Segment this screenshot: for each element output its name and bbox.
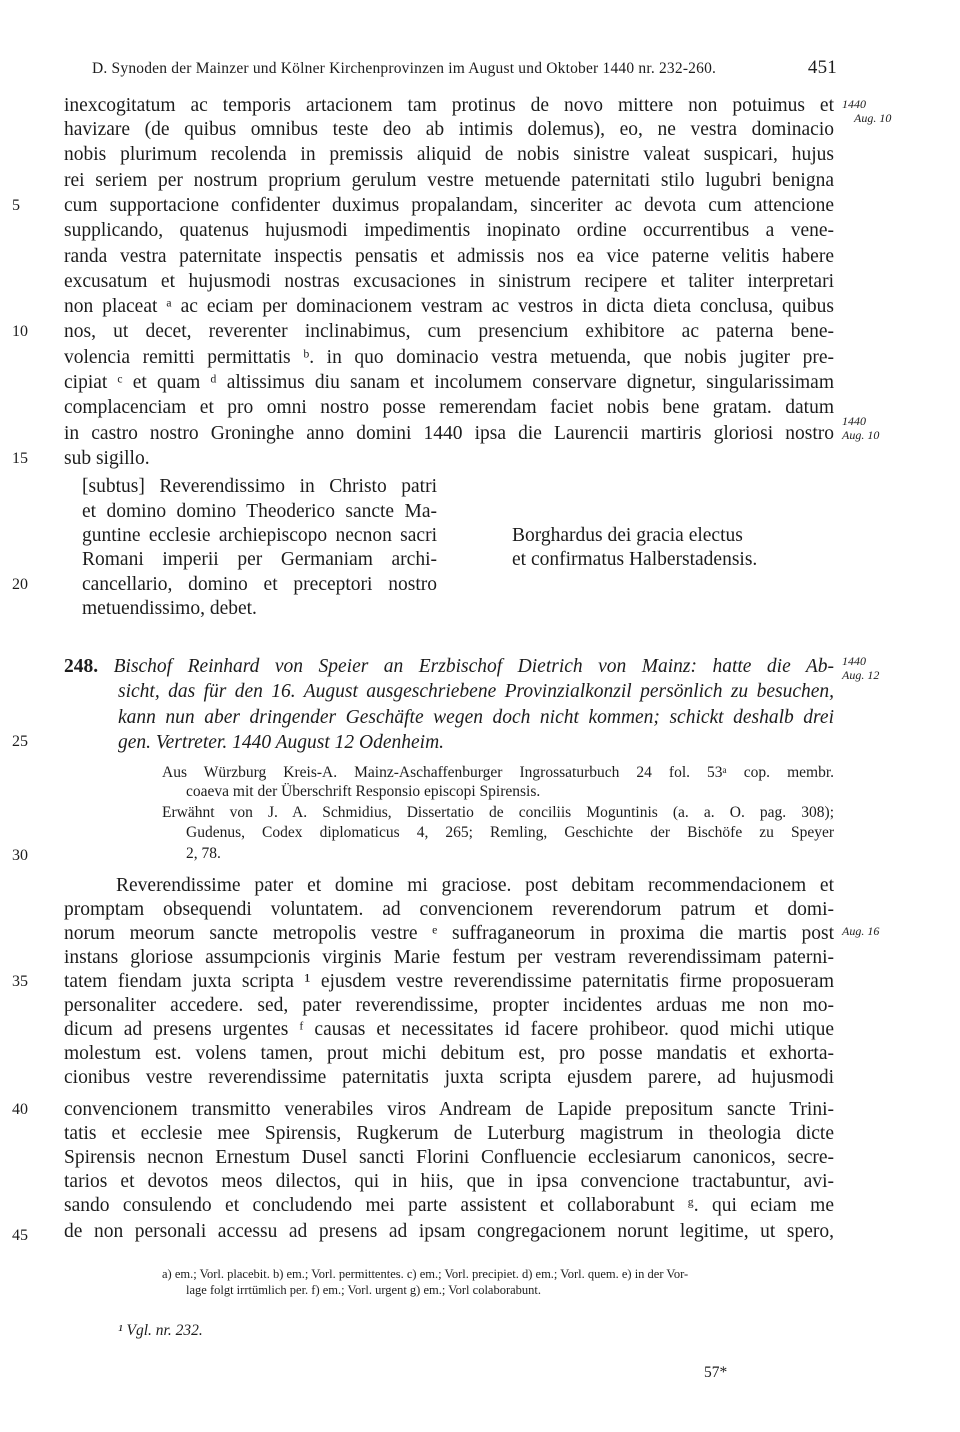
signature-line: Borghardus dei gracia electus	[512, 525, 743, 546]
text-line: cionibus vestre reverendissime paternitatis juxta scripta ejusdem parere, ad hujusmodi	[64, 1067, 834, 1088]
text-line: tatis et ecclesie mee Spirensis, Rugkerum de Luterburg magistrum in theologia dicte	[64, 1123, 834, 1144]
address-line: et domino domino Theoderico sancte Ma-	[82, 501, 437, 522]
text-line: nos, ut decet, reverenter inclinabimus, cum presencium exhibitore ac paterna bene-	[64, 321, 834, 342]
line-number: 45	[12, 1227, 28, 1244]
source-line: 2, 78.	[186, 845, 221, 862]
address-line: cancellario, domino et preceptori nostro	[82, 574, 437, 595]
text-line: norum meorum sancte metropolis vestre ᵉ suffraganeorum in proxima die martis post	[64, 923, 834, 944]
line-number: 30	[12, 847, 28, 864]
footnote: ¹ Vgl. nr. 232.	[118, 1322, 203, 1339]
text-line: cipiat ᶜ et quam ᵈ altissimus diu sanam et incolumem conservare dignetur, singularissimam	[64, 372, 834, 393]
text-line: instans gloriose assumpcionis virginis Marie festum per vestram reverendissimam paterni-	[64, 947, 834, 968]
text-line: supplicando, quatenus hujusmodi impedimentis inopinato ordine occurrentibus a vene-	[64, 220, 834, 241]
text-line: promptam obsequendi voluntatem. ad convencionem reverendorum patrum et domi-	[64, 899, 834, 920]
line-number: 20	[12, 576, 28, 593]
regest-line: gen. Vertreter. 1440 August 12 Odenheim.	[118, 732, 445, 753]
text-line: sando consulendo et concludendo mei parte assistent et collaborabunt ᵍ. qui eciam me	[64, 1195, 834, 1216]
text-line: convencionem transmitto venerabiles viros Andream de Lapide prepositum sancte Trini-	[64, 1099, 834, 1120]
line-number: 40	[12, 1101, 28, 1118]
text-line: Reverendissime pater et domine mi graciose. post debitam recommendacionem et	[116, 875, 834, 896]
margin-date: 1440 Aug. 10	[842, 414, 880, 442]
source-line: coaeva mit der Überschrift Responsio episcopi Spirensis.	[186, 783, 541, 800]
text-line: molestum est. volens tamen, prout michi debitum est, pro posse mandatis et exhorta-	[64, 1043, 834, 1064]
text-line: dicum ad presens urgentes ᶠ causas et necessitates id facere prohibeor. quod michi utique	[64, 1019, 834, 1040]
running-title: D. Synoden der Mainzer und Kölner Kirchenprovinzen im August und Oktober 1440 nr. 232-260.	[92, 60, 717, 77]
line-number: 15	[12, 450, 28, 467]
address-line: metuendissimo, debet.	[82, 598, 257, 619]
text-line: sub sigillo.	[64, 448, 150, 469]
text-line: tatem fiendam juxta scripta ¹ ejusdem vestre reverendissime paternitatis firme proposueram	[64, 971, 834, 992]
source-line: Gudenus, Codex diplomaticus 4, 265; Remling, Geschichte der Bischöfe zu Speyer	[186, 824, 834, 841]
text-line: volencia remitti permittatis ᵇ. in quo dominacio vestra metuenda, que nobis jugiter pre-	[64, 347, 834, 368]
text-line: inexcogitatum ac temporis artacionem tam protinus de novo mittere non potuimus et	[64, 95, 834, 116]
margin-date: 1440 Aug. 10	[842, 97, 892, 125]
address-line: guntine ecclesie archiepiscopo necnon sacri	[82, 525, 437, 546]
text-line: excusatum et hujusmodi nostras excusaciones in sinistrum recipere et taliter interpretari	[64, 271, 834, 292]
signature-line: et confirmatus Halberstadensis.	[512, 549, 758, 570]
margin-date: 1440 Aug. 12	[842, 654, 880, 682]
text-line: cum supportacione confidenter duximus propalandam, sinceriter ac devota cum attencione	[64, 195, 834, 216]
text-line: nobis plurimum recolenda in premissis aliquid de nobis sinistre valeat suspicari, hujus	[64, 144, 834, 165]
running-header	[92, 57, 837, 78]
source-line: Aus Würzburg Kreis-A. Mainz-Aschaffenburger Ingrossaturbuch 24 fol. 53ᵃ cop. membr.	[162, 764, 834, 781]
text-line: in castro nostro Groninghe anno domini 1440 ipsa die Laurencii martiris gloriosi nostro	[64, 423, 834, 444]
text-line: havizare (de quibus omnibus teste deo ab intimis dolemus), eo, ne vestra dominacio	[64, 119, 834, 140]
line-number: 25	[12, 733, 28, 750]
text-line: non placeat ᵃ ac eciam per dominacionem vestram ac vestros in dicta dieta conclusa, quibus	[64, 296, 834, 317]
address-line: Romani imperii per Germaniam archi-	[82, 549, 437, 570]
line-number: 35	[12, 973, 28, 990]
text-line: complacenciam et pro omni nostro posse remerendam faciet nobis bene gratam. datum	[64, 397, 834, 418]
regest-heading: 248. Bischof Reinhard von Speier an Erzbischof Dietrich von Mainz: hatte die Ab-	[64, 656, 835, 677]
sheet-signature: 57*	[704, 1364, 728, 1381]
regest-line: kann nun aber dringender Geschäfte wegen doch nicht kommen; schickt deshalb drei	[118, 707, 834, 728]
margin-date: Aug. 16	[842, 924, 880, 938]
text-line: tarios et devotos meos dilectos, qui in hiis, que in ipsa convencione tractabuntur, avi-	[64, 1171, 834, 1192]
text-line: rei seriem per nostrum proprium gerulum vestre metuende paternitati stilo lugubri benigna	[64, 170, 834, 191]
source-line: Erwähnt von J. A. Schmidius, Dissertatio de conciliis Moguntinis (a. a. O. pag. 308);	[162, 804, 834, 821]
line-number: 10	[12, 323, 28, 340]
line-number: 5	[12, 197, 20, 214]
regest-line: sicht, das für den 16. August ausgeschriebene Provinzialkonzil persönlich zu besuchen,	[118, 681, 834, 702]
apparatus-line: lage folgt irrtümlich per. f) em.; Vorl. urgent g) em.; Vorl colaborabunt.	[186, 1283, 542, 1297]
text-line: personaliter accedere. sed, pater reverendissime, propter incidentes arduas me non mo-	[64, 995, 834, 1016]
text-line: de non personali accessu ad presens ad ipsam congregacionem norunt legitime, ut spero,	[64, 1221, 834, 1242]
document-number: 248.	[64, 656, 99, 677]
address-line: [subtus] Reverendissimo in Christo patri	[82, 476, 437, 497]
text-line: Spirensis necnon Ernestum Dusel sancti Florini Confluencie ecclesiarum canonicos, secre-	[64, 1147, 834, 1168]
apparatus-line: a) em.; Vorl. placebit. b) em.; Vorl. permittentes. c) em.; Vorl. precipiet. d) em.; Vorl. quem. e) in der Vor-	[162, 1267, 689, 1281]
text-line: randa vestra paternitate inspectis pensatis et admissis nos ea vice paterne velitis habere	[64, 246, 834, 267]
page-number: 451	[807, 57, 837, 78]
